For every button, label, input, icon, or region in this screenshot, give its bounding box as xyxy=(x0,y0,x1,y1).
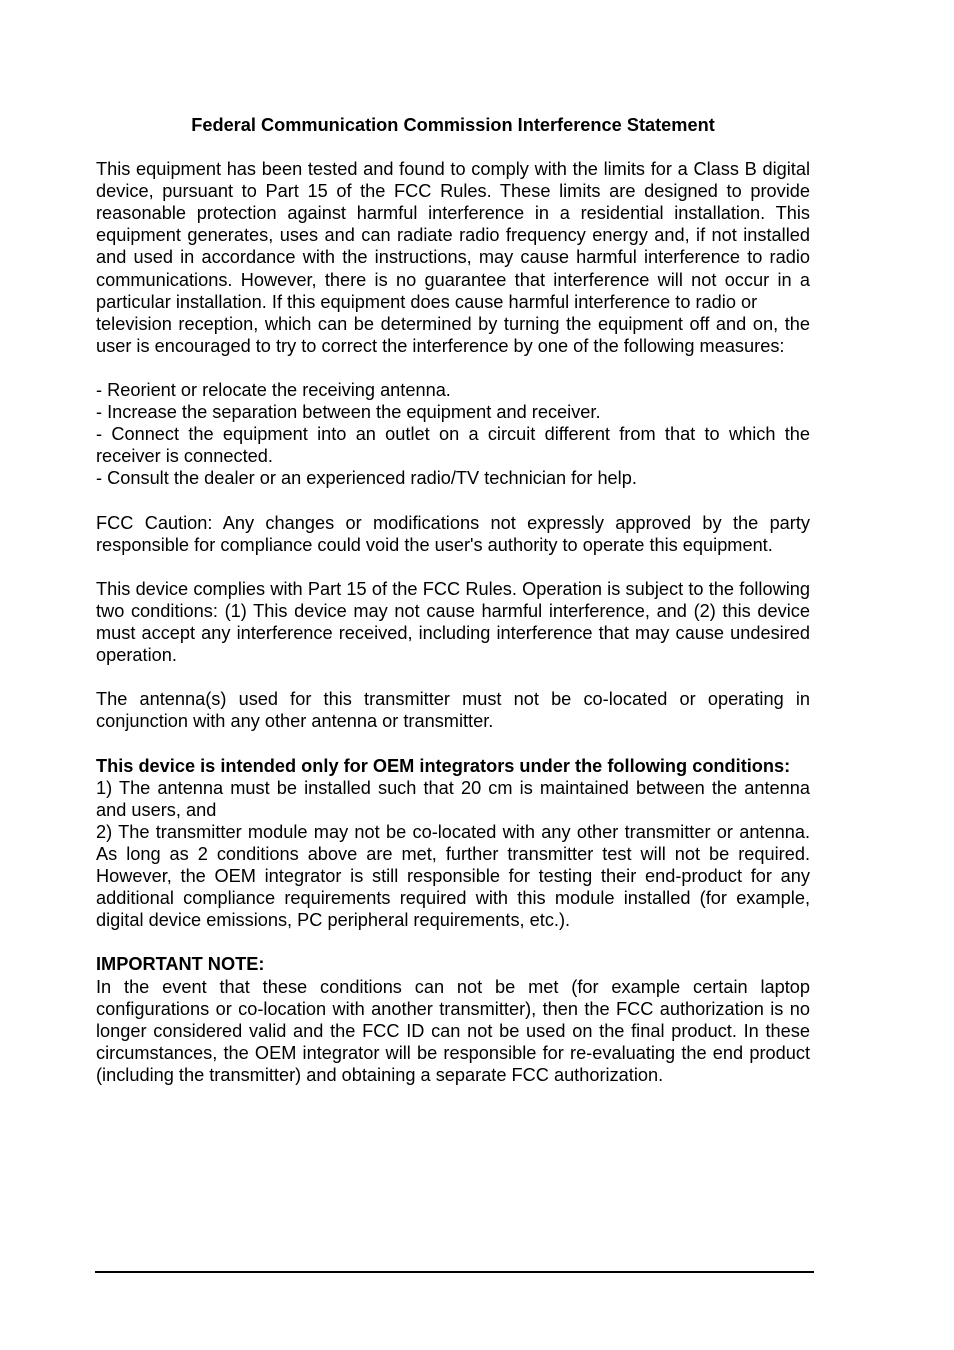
paragraph-television-reception: television reception, which can be determined by turning the equipment off and on, the user is encouraged to try to correct the interference by one of the following measures: xyxy=(96,313,810,356)
measure-item-2: - Increase the separation between the equipment and receiver. xyxy=(96,402,601,423)
spacer xyxy=(96,666,810,688)
spacer xyxy=(96,556,810,578)
oem-heading: This device is intended only for OEM integrators under the following conditions: xyxy=(96,755,791,776)
measure-item-4: - Consult the dealer or an experienced radio/TV technician for help. xyxy=(96,468,637,489)
paragraph-part15: This device complies with Part 15 of the FCC Rules. Operation is subject to the following two conditions: (1) This device may not cause harmful interference, and (2) this device must accept any interference received, including interference that may cause undesired operation. xyxy=(96,578,810,666)
oem-condition-1: 1) The antenna must be installed such that 20 cm is maintained between the antenna and users, and xyxy=(96,777,810,820)
measure-item-3: - Connect the equipment into an outlet on a circuit different from that to which the receiver is connected. xyxy=(96,424,810,467)
important-note-heading: IMPORTANT NOTE: xyxy=(96,954,265,975)
paragraph-antenna: The antenna(s) used for this transmitter must not be co-located or operating in conjunction with any other antenna or transmitter. xyxy=(96,689,810,732)
spacer xyxy=(96,490,810,512)
important-note-text: In the event that these conditions can not be met (for example certain laptop configurations or co-location with another transmitter), then the FCC authorization is no longer considered valid and the FCC ID can not be used on the final product. In these circumstances, the OEM integrator will be responsible for re-evaluating the end product (including the transmitter) and obtaining a separate FCC authorization. xyxy=(96,976,810,1085)
spacer xyxy=(96,733,810,755)
footer-divider xyxy=(95,1271,814,1273)
oem-condition-2: 2) The transmitter module may not be co-located with any other transmitter or antenna. As long as 2 conditions above are met, further transmitter test will not be required. However, the OEM integrator is still responsible for testing their end-product for any additional compliance requirements required with this module installed (for example, digital device emissions, PC peripheral requirements, etc.). xyxy=(96,821,810,931)
document-page xyxy=(96,114,810,1086)
paragraph-fcc-caution: FCC Caution: Any changes or modifications not expressly approved by the party responsible for compliance could void the user's authority to operate this equipment. xyxy=(96,512,810,555)
spacer xyxy=(96,931,810,953)
spacer xyxy=(96,357,810,379)
measure-item-1: - Reorient or relocate the receiving antenna. xyxy=(96,380,451,401)
paragraph-compliance-limits: This equipment has been tested and found to comply with the limits for a Class B digital device, pursuant to Part 15 of the FCC Rules. These limits are designed to provide reasonable protection against harmful interference in a residential installation. This equipment generates, uses and can radiate radio frequency energy and, if not installed and used in accordance with the instructions, may cause harmful interference to radio communications. However, there is no guarantee that interference will not occur in a particular installation. If this equipment does cause harmful interference to radio or xyxy=(96,159,810,312)
document-title: Federal Communication Commission Interference Statement xyxy=(191,115,715,135)
